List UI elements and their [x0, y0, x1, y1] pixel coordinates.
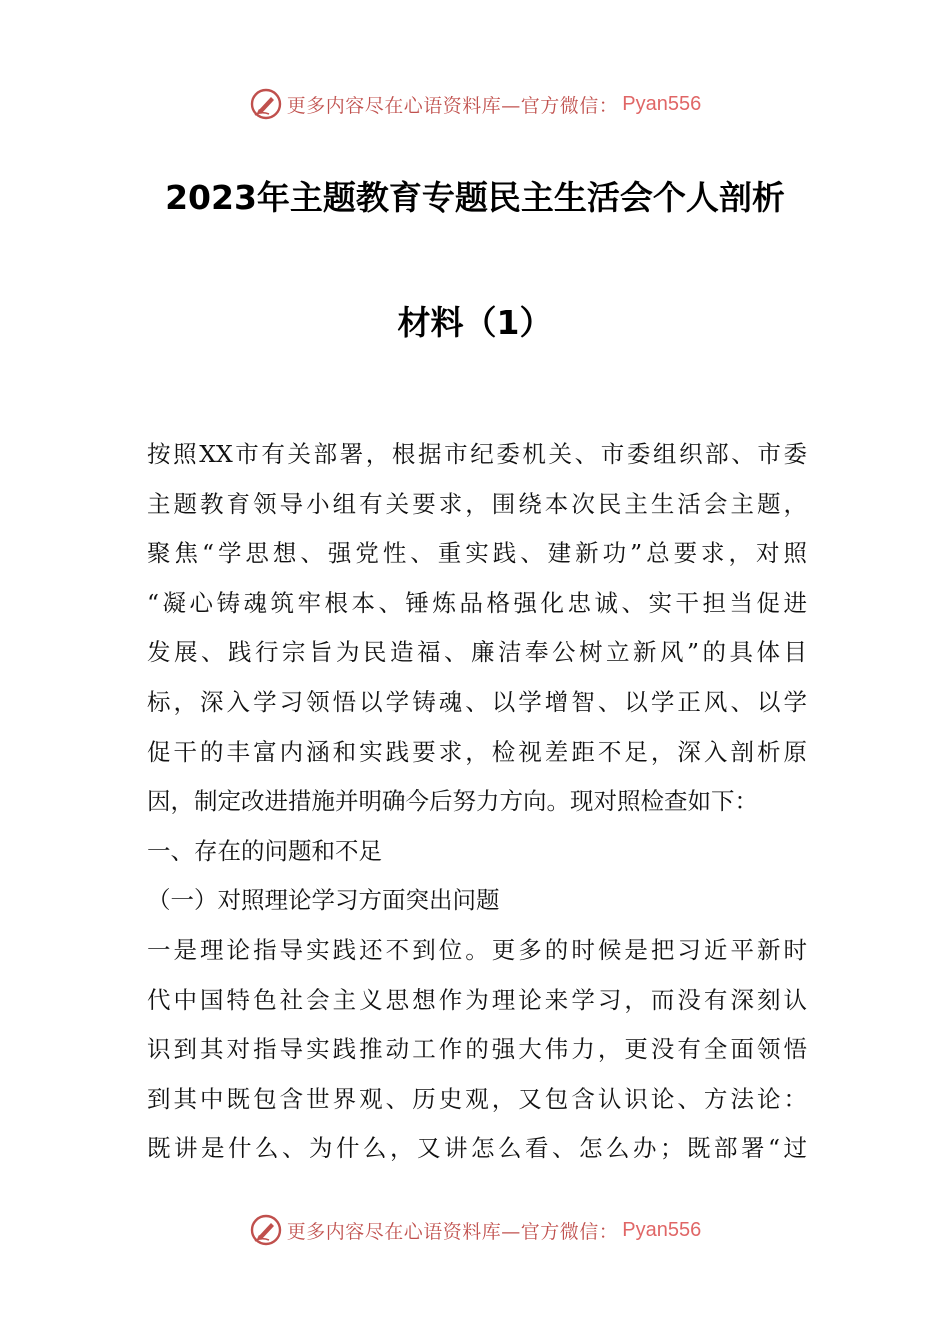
body-line: 因，制定改进措施并明确今后努力方向。现对照检查如下： [147, 787, 758, 816]
body-line: 代中国特色社会主义思想作为理论来学习，而没有深刻认 [147, 985, 807, 1014]
document-title-line-1: 2023年主题教育专题民主生活会个人剖析 [165, 178, 785, 217]
watermark-text: 更多内容尽在心语资料库—官方微信： [286, 1220, 619, 1243]
body-line: 标，深入学习领悟以学铸魂、以学增智、以学正风、以学 [147, 687, 807, 716]
section-heading: 一、存在的问题和不足 [147, 836, 382, 865]
body-line: 按照XX市有关部署，根据市纪委机关、市委组织部、市委 [147, 440, 807, 468]
pen-logo-icon [249, 87, 283, 121]
body-line: 主题教育领导小组有关要求，围绕本次民主生活会主题， [147, 489, 807, 518]
watermark-text: 更多内容尽在心语资料库—官方微信： [286, 94, 619, 117]
document-title-line-2: 材料（1） [397, 303, 553, 342]
body-line: 识到其对指导实践推动工作的强大伟力，更没有全面领悟 [147, 1035, 807, 1064]
watermark-wechat-id: Pyan556 [622, 1218, 702, 1241]
body-line: “凝心铸魂筑牢根本、锤炼品格强化忠诚、实干担当促进 [147, 588, 807, 617]
body-line: 到其中既包含世界观、历史观，又包含认识论、方法论： [147, 1084, 807, 1113]
body-line: 一是理论指导实践还不到位。更多的时候是把习近平新时 [147, 935, 807, 964]
pen-logo-icon [249, 1213, 283, 1247]
watermark-banner-top [0, 84, 950, 124]
watermark-banner-bottom [0, 1210, 950, 1250]
body-line: 聚焦“学思想、强党性、重实践、建新功”总要求，对照 [147, 539, 807, 568]
body-line: 发展、践行宗旨为民造福、廉洁奉公树立新风”的具体目 [147, 638, 807, 667]
document-body [147, 430, 807, 1174]
watermark-wechat-id: Pyan556 [622, 92, 702, 115]
body-line: 促干的丰富内涵和实践要求，检视差距不足，深入剖析原 [147, 737, 807, 766]
body-line: 既讲是什么、为什么，又讲怎么看、怎么办；既部署“过 [147, 1134, 807, 1163]
subsection-heading: （一）对照理论学习方面突出问题 [147, 886, 500, 915]
